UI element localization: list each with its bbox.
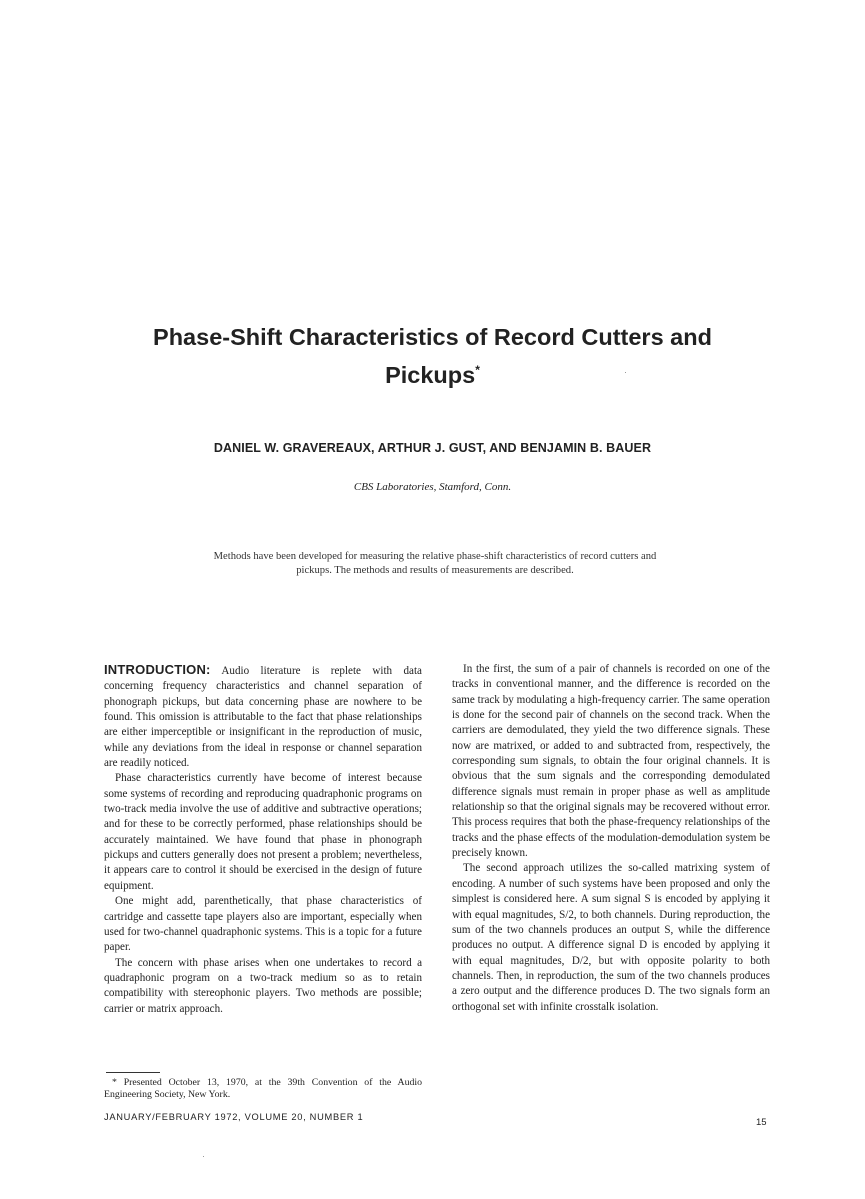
scan-speck: [625, 372, 626, 373]
scan-speck: [203, 1156, 204, 1157]
body-paragraph: One might add, parenthetically, that phase characteristics of cartridge and cassette tape players also are important, especially when used for two-channel quadraphonic systems. This is a topic for a future paper.: [104, 895, 422, 954]
intro-paragraph: [104, 662, 422, 771]
title-line-2-text: Pickups: [385, 361, 476, 388]
body-paragraph: The second approach utilizes the so-called matrixing system of encoding. A number of such systems have been proposed and only the simplest is considered here. A sum signal S is encoded by applying it with equal magnitudes, S/2, to both channels. During reproduction, the sum of the two channels produces an output S, while the difference produces no output. A difference signal D is encoded by applying it with equal magnitudes, D/2, but with opposite polarity to both channels. Then, in reproduction, the sum of the two channels produces a zero output and the difference produces D. The two signals form an orthogonal set with infinite crosstalk isolation.: [452, 862, 770, 1013]
author-list: DANIEL W. GRAVEREAUX, ARTHUR J. GUST, AND BENJAMIN B. BAUER: [213, 441, 652, 455]
title-footnote-marker: *: [475, 363, 480, 377]
section-heading-introduction: INTRODUCTION:: [104, 662, 211, 677]
body-column-left: [104, 662, 422, 1017]
intro-paragraph-text: Audio literature is replete with data concerning frequency characteristics and channel separation of phonograph pickups, but data concerning phase are nowhere to be found. This omission is attributable to the fact that phase relationships are either imperceptible or insignificant in the reproduction of music, while any deviations from the ideal in response or channel separation are readily noticed.: [104, 665, 422, 770]
body-paragraph: Phase characteristics currently have become of interest because some systems of recording and reproducing quadraphonic programs on two-track media involve the use of additive and subtractive operations; and for these to be correctly performed, phase relationships should be accurately maintained. We have found that phase in phonograph pickups and cutters generally does not present a problem; nevertheless, it appears care to control it should be exercised in the design of future equipment.: [104, 772, 422, 892]
paper-title: [60, 321, 805, 392]
body-paragraph: In the first, the sum of a pair of channels is recorded on one of the tracks in conventional manner, and the difference is recorded on the same track by modulating a high-frequency carrier. The same operation is done for the second pair of channels on the second track. When the carriers are demodulated, they yield the two difference signals. These now are matrixed, or added to and subtracted from, respectively, the corresponding sum signals, to obtain the four original channels. It is obvious that the sum signals and the corresponding demodulated difference signals must remain in proper phase as well as amplitude relationship so that the original signals may be recovered without error. This process requires that both the phase-frequency relationships of the tracks and the phase effects of the modulation-demodulation system be precisely known.: [452, 663, 770, 860]
body-column-right: [452, 662, 770, 1015]
body-paragraph: The concern with phase arises when one undertakes to record a quadraphonic program on a two-track medium so as to retain compatibility with stereophonic players. Two methods are possible; carrier or matrix approach.: [104, 956, 422, 1015]
journal-issue-line: JANUARY/FEBRUARY 1972, VOLUME 20, NUMBER 1: [104, 1112, 364, 1122]
footnote-divider: [106, 1072, 160, 1073]
page-number: 15: [756, 1117, 767, 1128]
title-line-2: [60, 354, 805, 392]
abstract: Methods have been developed for measuring the relative phase-shift characteristics of record cutters and pickups. The methods and results of measurements are described.: [213, 551, 657, 576]
footnote: * Presented October 13, 1970, at the 39th Convention of the Audio Engineering Society, New York.: [104, 1077, 422, 1100]
affiliation: CBS Laboratories, Stamford, Conn.: [353, 481, 512, 493]
title-line-1: Phase-Shift Characteristics of Record Cutters and: [153, 324, 712, 350]
